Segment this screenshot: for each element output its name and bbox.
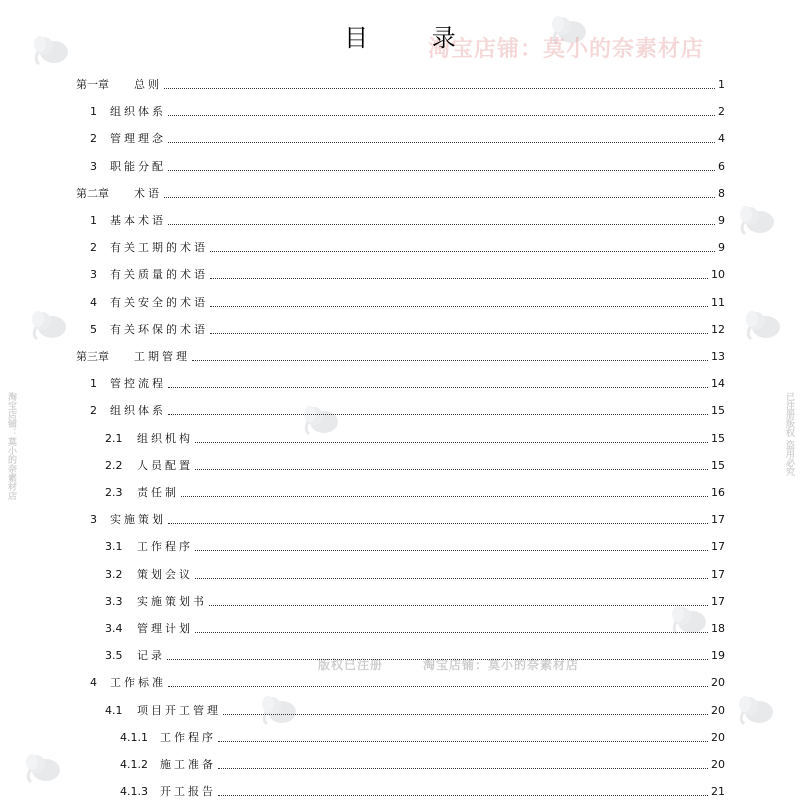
toc-entry-title: 人员配置	[137, 458, 193, 472]
dot-leader	[195, 578, 708, 579]
toc-entry-title: 有关环保的术语	[110, 322, 208, 336]
toc-entry-number: 2	[90, 404, 97, 418]
toc-entry[interactable]	[105, 482, 725, 500]
toc-entry[interactable]	[90, 237, 725, 255]
copyright-watermark-right: 已注册版权 盗用必究	[784, 392, 794, 477]
toc-entry-title: 有关质量的术语	[110, 268, 208, 282]
dot-leader	[209, 605, 708, 606]
toc-entry-number: 第一章	[76, 78, 109, 91]
toc-entry-page-number: 14	[711, 377, 725, 391]
toc-entry[interactable]	[90, 101, 725, 119]
toc-entry[interactable]	[76, 346, 725, 364]
toc-entry-page-number: 13	[711, 350, 725, 363]
toc-entry[interactable]	[105, 536, 725, 554]
toc-entry-page-number: 16	[711, 486, 725, 499]
toc-entry-number: 第二章	[76, 186, 109, 200]
dot-leader	[218, 768, 708, 769]
toc-entry-title: 工作程序	[137, 540, 193, 554]
toc-entry[interactable]	[90, 264, 725, 282]
toc-entry-page-number: 1	[718, 78, 725, 91]
toc-entry-page-number: 15	[711, 404, 725, 418]
toc-entry-title: 工作程序	[160, 730, 216, 744]
toc-entry[interactable]	[90, 319, 725, 337]
toc-entry-number: 4.1.2	[120, 758, 148, 771]
toc-entry-page-number: 15	[711, 458, 725, 472]
toc-entry-page-number: 20	[711, 758, 725, 771]
toc-entry-title: 管控流程	[110, 377, 166, 391]
toc-entry-number: 第三章	[76, 350, 109, 363]
toc-entry-title: 组织体系	[110, 404, 166, 418]
dot-leader	[195, 550, 708, 551]
elephant-watermark-icon	[736, 200, 780, 240]
dot-leader	[210, 278, 708, 279]
toc-entry-page-number: 17	[711, 540, 725, 554]
toc-entry-title: 施工准备	[160, 758, 216, 771]
dot-leader	[195, 442, 708, 443]
toc-entry-page-number: 11	[711, 295, 725, 309]
toc-entry[interactable]	[120, 754, 725, 772]
shop-watermark-bottom-right: 淘宝店铺：莫小的奈素材店	[423, 658, 580, 672]
dot-leader	[210, 251, 715, 252]
dot-leader	[167, 659, 708, 660]
toc-entry[interactable]	[90, 210, 725, 228]
toc-entry-number: 1	[90, 214, 97, 227]
dot-leader	[181, 496, 708, 497]
toc-entry-title: 管理计划	[137, 622, 193, 635]
toc-entry-number: 4.1.3	[120, 785, 148, 799]
dot-leader	[195, 632, 708, 633]
toc-entry-page-number: 17	[711, 513, 725, 527]
toc-entry-page-number: 17	[711, 567, 725, 581]
toc-entry-number: 4.1.1	[120, 730, 148, 744]
toc-entry-number: 4	[90, 676, 97, 690]
copyright-watermark: 版权已注册	[318, 658, 384, 672]
toc-entry[interactable]	[105, 428, 725, 446]
dot-leader	[168, 414, 708, 415]
toc-entry-title: 记录	[137, 649, 165, 663]
toc-entry-page-number: 10	[711, 268, 725, 282]
toc-entry-page-number: 20	[711, 730, 725, 744]
toc-entry[interactable]	[90, 400, 725, 418]
toc-entry-title: 实施策划	[110, 513, 166, 527]
page-title: 目 录	[344, 24, 484, 52]
dot-leader	[168, 224, 715, 225]
toc-entry-number: 3.4	[105, 622, 123, 635]
toc-entry-number: 3.3	[105, 594, 123, 608]
dot-leader	[218, 795, 708, 796]
toc-entry-page-number: 9	[718, 214, 725, 227]
toc-entry-page-number: 15	[711, 431, 725, 445]
dot-leader	[223, 714, 708, 715]
toc-entry[interactable]	[120, 727, 725, 745]
toc-entry-page-number: 20	[711, 703, 725, 717]
toc-entry-number: 1	[90, 377, 97, 391]
toc-entry[interactable]	[90, 156, 725, 174]
toc-entry-title: 工期管理	[134, 350, 190, 363]
toc-entry-number: 3	[90, 159, 97, 173]
toc-entry-page-number: 4	[718, 132, 725, 146]
elephant-watermark-icon	[742, 305, 786, 345]
toc-entry[interactable]	[90, 509, 725, 527]
toc-entry-number: 2.2	[105, 458, 123, 472]
toc-entry-title: 有关安全的术语	[110, 295, 208, 309]
toc-entry[interactable]	[90, 292, 725, 310]
shop-watermark-top: 淘宝店铺：莫小的奈素材店	[428, 37, 705, 62]
toc-entry-title: 术语	[134, 186, 162, 200]
toc-entry-title: 项目开工管理	[137, 703, 221, 717]
dot-leader	[192, 360, 708, 361]
toc-entry-title: 管理理念	[110, 132, 166, 146]
elephant-watermark-icon	[28, 305, 72, 345]
toc-entry[interactable]	[105, 455, 725, 473]
toc-entry-title: 组织体系	[110, 105, 166, 119]
toc-entry-page-number: 17	[711, 594, 725, 608]
dot-leader	[168, 523, 708, 524]
toc-entry-number: 3.1	[105, 540, 123, 554]
toc-entry[interactable]	[105, 564, 725, 582]
toc-entry[interactable]	[90, 128, 725, 146]
toc-entry-number: 4.1	[105, 703, 123, 717]
dot-leader	[168, 686, 708, 687]
toc-entry-page-number: 9	[718, 241, 725, 255]
toc-entry[interactable]	[105, 591, 725, 609]
toc-entry-number: 2.3	[105, 486, 123, 499]
toc-entry[interactable]	[90, 373, 725, 391]
toc-entry[interactable]	[105, 700, 725, 718]
toc-entry-number: 2	[90, 132, 97, 146]
dot-leader	[164, 88, 715, 89]
toc-entry-title: 职能分配	[110, 159, 166, 173]
toc-entry-page-number: 18	[711, 622, 725, 635]
toc-entry-number: 3	[90, 268, 97, 282]
toc-entry[interactable]	[90, 672, 725, 690]
toc-entry-number: 4	[90, 295, 97, 309]
dot-leader	[210, 306, 708, 307]
toc-entry-page-number: 2	[718, 105, 725, 119]
dot-leader	[164, 197, 715, 198]
toc-entry-page-number: 12	[711, 322, 725, 336]
dot-leader	[168, 115, 715, 116]
toc-entry-page-number: 6	[718, 159, 725, 173]
toc-entry-title: 责任制	[137, 486, 179, 499]
toc-entry-title: 基本术语	[110, 214, 166, 227]
toc-entry-number: 5	[90, 322, 97, 336]
elephant-watermark-icon	[735, 690, 779, 730]
toc-entry-title: 开工报告	[160, 785, 216, 799]
toc-entry-page-number: 19	[711, 649, 725, 663]
toc-entry-number: 2	[90, 241, 97, 255]
toc-entry-number: 3.5	[105, 649, 123, 663]
toc-entry[interactable]	[76, 183, 725, 201]
toc-entry-title: 策划会议	[137, 567, 193, 581]
toc-entry-number: 3	[90, 513, 97, 527]
toc-entry-title: 总则	[134, 78, 162, 91]
toc-entry-number: 3.2	[105, 567, 123, 581]
shop-watermark-left: 淘宝店铺：莫小的奈素材店	[6, 392, 16, 500]
toc-entry[interactable]	[105, 618, 725, 636]
toc-entry-number: 1	[90, 105, 97, 119]
toc-entry-title: 工作标准	[110, 676, 166, 690]
elephant-watermark-icon	[22, 748, 66, 788]
toc-entry[interactable]	[105, 645, 725, 663]
dot-leader	[210, 333, 708, 334]
toc-entry-page-number: 21	[711, 785, 725, 799]
toc-entry-page-number: 20	[711, 676, 725, 690]
toc-entry-title: 有关工期的术语	[110, 241, 208, 255]
dot-leader	[195, 469, 708, 470]
dot-leader	[168, 170, 715, 171]
dot-leader	[218, 741, 708, 742]
toc-entry-title: 实施策划书	[137, 594, 207, 608]
toc-entry-page-number: 8	[718, 186, 725, 200]
toc-entry-title: 组织机构	[137, 431, 193, 445]
dot-leader	[168, 142, 715, 143]
dot-leader	[168, 387, 708, 388]
toc-entry[interactable]	[120, 781, 725, 799]
toc-entry[interactable]	[76, 74, 725, 92]
toc-entry-number: 2.1	[105, 431, 123, 445]
